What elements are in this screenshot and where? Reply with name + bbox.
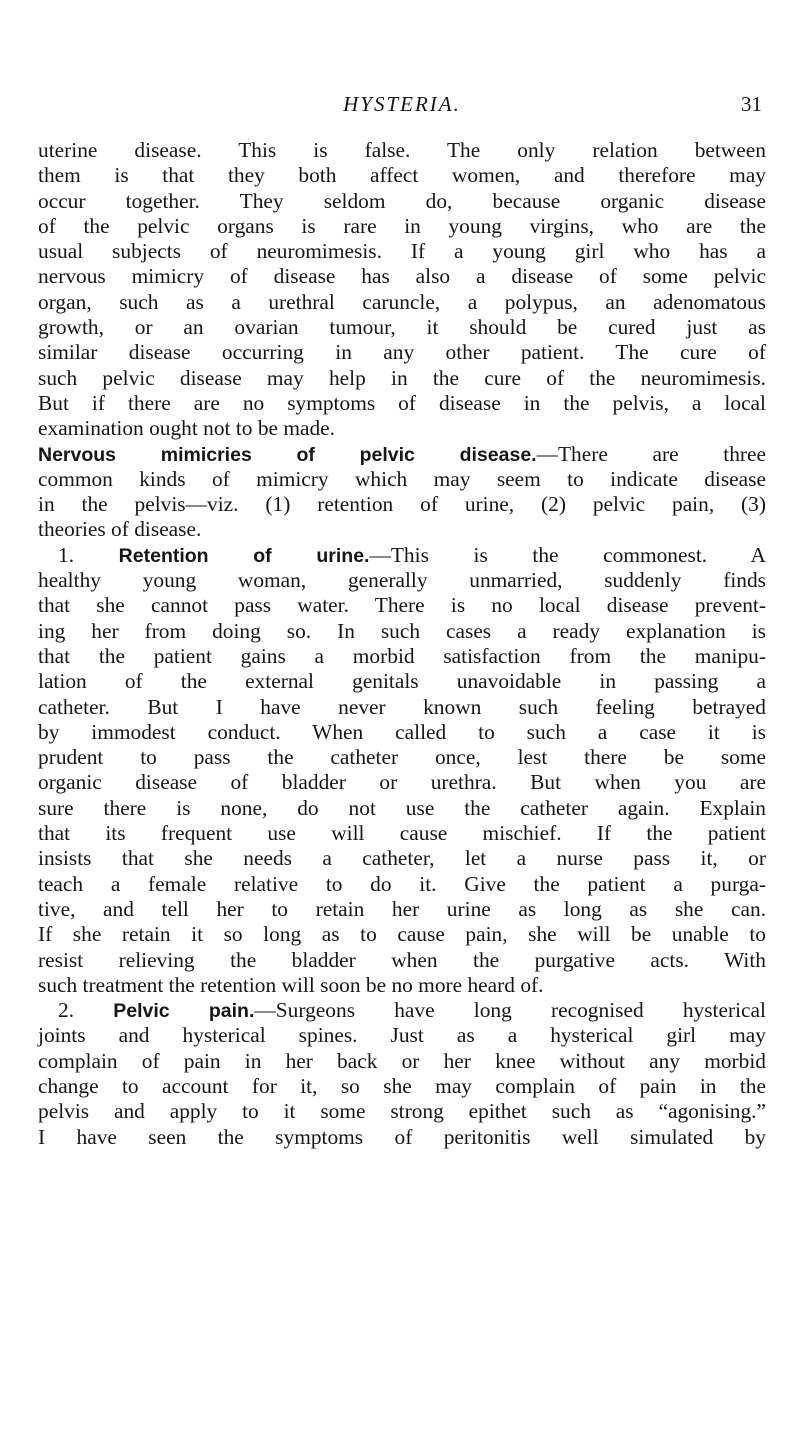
text-line: healthy young woman, generally unmarried, suddenly finds [38,568,766,593]
subsection-heading-line [38,998,766,1023]
text-line: insists that she needs a catheter, let a nurse pass it, or [38,846,766,871]
section-heading-line [38,442,766,467]
text-line: of the pelvic organs is rare in young virgins, who are the [38,213,766,238]
text-line: tive, and tell her to retain her urine as long as she can. [38,896,766,921]
text-line: uterine disease. This is false. The only relation between [38,138,766,162]
text-line: such pelvic disease may help in the cure of the neuromimesis. [38,365,766,390]
text-line: prudent to pass the catheter once, lest there be some [38,745,766,770]
text-line: by immodest conduct. When called to such a case it is [38,719,766,744]
text-line: examination ought not to be made. [38,416,336,441]
subsection-number: 1. [58,542,119,567]
running-head [38,92,766,122]
subsection-heading-line [38,543,766,568]
text-line: occur together. They seldom do, because organic disease [38,188,766,213]
subsection-number: 2. [58,998,114,1023]
text-line: sure there is none, do not use the catheter again. Explain [38,795,766,820]
running-title: HYSTERIA. [343,92,461,116]
subsection-heading: Retention of urine. [118,544,370,567]
page-number: 31 [741,92,762,116]
text-line: joints and hysterical spines. Just as a hysterical girl may [38,1023,766,1048]
text-line: theories of disease. [38,517,202,542]
subsection-heading: Pelvic pain. [113,1000,255,1023]
text-line: resist relieving the bladder when the purgative acts. With [38,947,766,972]
text-line: I have seen the symptoms of peritonitis well simulated by [38,1124,766,1149]
text-line: organ, such as a urethral caruncle, a polypus, an adenomatous [38,289,766,314]
text-line: common kinds of mimicry which may seem to indicate disease [38,466,766,491]
text-line: such treatment the retention will soon be no more heard of. [38,972,544,997]
body-text [38,138,766,1150]
text-line: change to account for it, so she may complain of pain in the [38,1073,766,1098]
text-line: teach a female relative to do it. Give the patient a purga- [38,871,766,896]
text-line: that the patient gains a morbid satisfaction from the manipu- [38,643,766,668]
text-line: nervous mimicry of disease has also a disease of some pelvic [38,264,766,289]
text-line: But if there are no symptoms of disease in the pelvis, a local [38,390,766,415]
text-line: complain of pain in her back or her knee without any morbid [38,1048,766,1073]
section-heading: Nervous mimicries of pelvic disease. [38,443,537,466]
text-line: growth, or an ovarian tumour, it should be cured just as [38,315,766,340]
text-line: that its frequent use will cause mischief. If the patient [38,821,766,846]
text-line: usual subjects of neuromimesis. If a young girl who has a [38,239,766,264]
text-line: in the pelvis—viz. (1) retention of urine, (2) pelvic pain, (3) [38,492,766,517]
subsection-heading-text: —Surgeons have long recognised hysterical [254,998,766,1023]
text-line: lation of the external genitals unavoidable in passing a [38,669,766,694]
text-line: that she cannot pass water. There is no local disease prevent- [38,593,766,618]
text-line: similar disease occurring in any other patient. The cure of [38,340,766,365]
text-line: catheter. But I have never known such feeling betrayed [38,694,766,719]
text-line: If she retain it so long as to cause pain, she will be unable to [38,922,766,947]
text-line: ing her from doing so. In such cases a ready explanation is [38,618,766,643]
text-line: them is that they both affect women, and therefore may [38,163,766,188]
text-line: pelvis and apply to it some strong epithet such as “agonising.” [38,1099,766,1124]
subsection-heading-text: —This is the commonest. A [369,542,767,567]
section-heading-text: —There are three [536,441,766,466]
text-line: organic disease of bladder or urethra. But when you are [38,770,766,795]
